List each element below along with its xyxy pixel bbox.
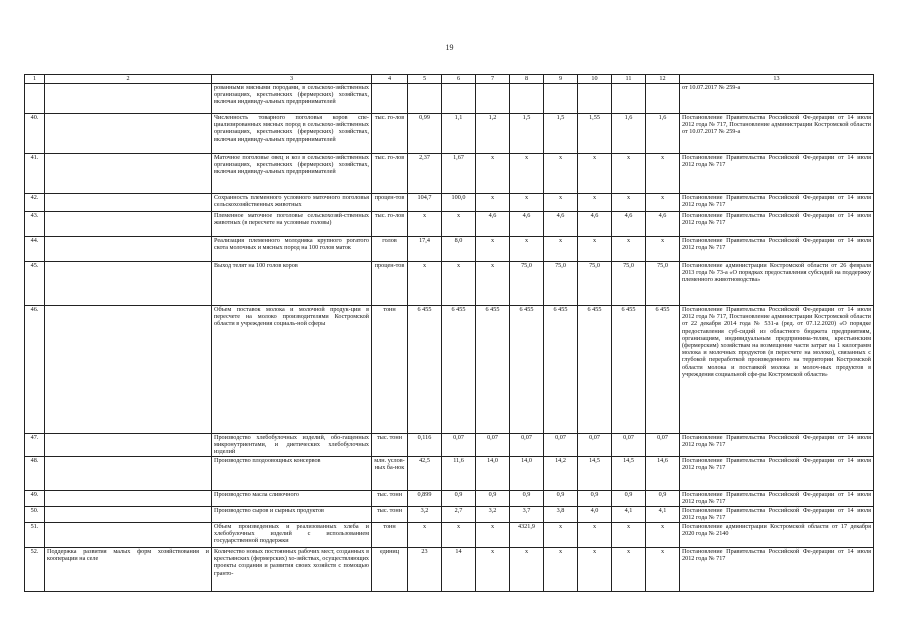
column-number: 2 bbox=[45, 75, 212, 84]
value-cell: 100,0 bbox=[442, 194, 476, 212]
basis-cell: Постановление Правительства Российской Фе-дерации от 14 июля 2012 года № 717 bbox=[680, 507, 874, 523]
value-cell: 0,07 bbox=[442, 434, 476, 457]
row-number-cell: 48. bbox=[25, 457, 45, 491]
value-cell: х bbox=[612, 523, 646, 548]
table-row bbox=[25, 84, 874, 114]
value-cell: х bbox=[510, 237, 544, 262]
value-cell: 0,9 bbox=[578, 491, 612, 507]
table-row bbox=[25, 491, 874, 507]
value-cell: 75,0 bbox=[612, 262, 646, 306]
value-cell: 1,5 bbox=[510, 114, 544, 154]
value-cell: х bbox=[476, 194, 510, 212]
value-cell bbox=[646, 84, 680, 114]
value-cell: 6 455 bbox=[544, 306, 578, 434]
indicator-name-cell: Реализация племенного молодняка крупного рогатого скота молочных и мясных пород на 100 голов маток bbox=[212, 237, 372, 262]
row-number-cell: 46. bbox=[25, 306, 45, 434]
value-cell: 4,6 bbox=[476, 212, 510, 237]
value-cell: 4,0 bbox=[578, 507, 612, 523]
program-cell bbox=[45, 434, 212, 457]
value-cell: х bbox=[612, 194, 646, 212]
program-cell bbox=[45, 523, 212, 548]
table-row bbox=[25, 548, 874, 592]
value-cell bbox=[442, 84, 476, 114]
basis-cell: Постановление администрации Костромской области от 26 февраля 2013 года № 73-а «О порядках предоставления субсидий на поддержку племенного животноводства» bbox=[680, 262, 874, 306]
value-cell: х bbox=[646, 194, 680, 212]
value-cell: 0,07 bbox=[510, 434, 544, 457]
value-cell bbox=[408, 84, 442, 114]
value-cell: 1,5 bbox=[544, 114, 578, 154]
indicator-name-cell: Сохранность племенного условного маточного поголовья сельскохозяйственных животных bbox=[212, 194, 372, 212]
value-cell: 1,6 bbox=[646, 114, 680, 154]
row-number-cell: 50. bbox=[25, 507, 45, 523]
value-cell: х bbox=[476, 154, 510, 194]
value-cell: х bbox=[578, 154, 612, 194]
unit-cell: голов bbox=[372, 237, 408, 262]
value-cell: х bbox=[544, 523, 578, 548]
unit-cell: тыс. тонн bbox=[372, 507, 408, 523]
value-cell: 0,9 bbox=[646, 491, 680, 507]
value-cell: 14,6 bbox=[646, 457, 680, 491]
table-header-row bbox=[25, 75, 874, 84]
value-cell: х bbox=[612, 237, 646, 262]
table-row bbox=[25, 523, 874, 548]
value-cell: х bbox=[578, 523, 612, 548]
value-cell: 1,67 bbox=[442, 154, 476, 194]
table-row bbox=[25, 434, 874, 457]
unit-cell: тыс. тонн bbox=[372, 491, 408, 507]
table-row bbox=[25, 507, 874, 523]
value-cell: х bbox=[476, 237, 510, 262]
program-cell bbox=[45, 237, 212, 262]
value-cell: 0,07 bbox=[578, 434, 612, 457]
value-cell: 1,6 bbox=[612, 114, 646, 154]
value-cell: х bbox=[544, 194, 578, 212]
value-cell: 0,9 bbox=[510, 491, 544, 507]
value-cell: 4,6 bbox=[544, 212, 578, 237]
indicator-name-cell: Производство масла сливочного bbox=[212, 491, 372, 507]
program-cell bbox=[45, 457, 212, 491]
table-row bbox=[25, 262, 874, 306]
value-cell: 6 455 bbox=[510, 306, 544, 434]
value-cell: 2,7 bbox=[442, 507, 476, 523]
value-cell: 14,2 bbox=[544, 457, 578, 491]
row-number-cell bbox=[25, 84, 45, 114]
column-number: 4 bbox=[372, 75, 408, 84]
basis-cell: Постановление Правительства Российской Фе-дерации от 14 июля 2012 года № 717 bbox=[680, 237, 874, 262]
value-cell: х bbox=[544, 237, 578, 262]
value-cell: 1,55 bbox=[578, 114, 612, 154]
column-number: 9 bbox=[544, 75, 578, 84]
value-cell: х bbox=[442, 212, 476, 237]
basis-cell: от 10.07.2017 № 259-а bbox=[680, 84, 874, 114]
value-cell: х bbox=[408, 523, 442, 548]
table-row bbox=[25, 237, 874, 262]
unit-cell: тыс. го-лов bbox=[372, 114, 408, 154]
table-row bbox=[25, 212, 874, 237]
column-number: 11 bbox=[612, 75, 646, 84]
program-cell bbox=[45, 491, 212, 507]
value-cell: 14,0 bbox=[476, 457, 510, 491]
unit-cell: единиц bbox=[372, 548, 408, 592]
value-cell: 1,1 bbox=[442, 114, 476, 154]
indicator-name-cell: Производство хлебобулочных изделий, обо-гащенных микронутриентами, и диетических хлебобулочных изделий bbox=[212, 434, 372, 457]
value-cell: 6 455 bbox=[442, 306, 476, 434]
value-cell: х bbox=[646, 154, 680, 194]
table-row bbox=[25, 457, 874, 491]
indicator-name-cell: Племенное маточное поголовье сельскохозяй-ственных животных (в пересчете на условные головы) bbox=[212, 212, 372, 237]
value-cell: х bbox=[476, 548, 510, 592]
value-cell: х bbox=[646, 548, 680, 592]
value-cell: 104,7 bbox=[408, 194, 442, 212]
row-number-cell: 52. bbox=[25, 548, 45, 592]
value-cell: 0,07 bbox=[544, 434, 578, 457]
row-number-cell: 49. bbox=[25, 491, 45, 507]
column-number: 5 bbox=[408, 75, 442, 84]
value-cell bbox=[476, 84, 510, 114]
value-cell: 6 455 bbox=[646, 306, 680, 434]
program-cell bbox=[45, 154, 212, 194]
unit-cell: процен-тов bbox=[372, 194, 408, 212]
value-cell: 75,0 bbox=[578, 262, 612, 306]
program-cell bbox=[45, 114, 212, 154]
indicator-name-cell: Выход телят на 100 голов коров bbox=[212, 262, 372, 306]
unit-cell: тыс. тонн bbox=[372, 434, 408, 457]
basis-cell: Постановление администрации Костромской области от 17 декабря 2020 года № 2140 bbox=[680, 523, 874, 548]
value-cell: 4,1 bbox=[612, 507, 646, 523]
basis-cell: Постановление Правительства Российской Фе-дерации от 14 июля 2012 года № 717 bbox=[680, 434, 874, 457]
value-cell: 0,07 bbox=[476, 434, 510, 457]
value-cell: 0,9 bbox=[612, 491, 646, 507]
program-cell bbox=[45, 262, 212, 306]
value-cell: х bbox=[408, 212, 442, 237]
table-row bbox=[25, 306, 874, 434]
basis-cell: Постановление Правительства Российской Фе-дерации от 14 июля 2012 года № 717, Постановление администрации Костромской области от 22 декабря 2014 года № 531-а (ред. от 07.12.2020) «О порядке предоставления суб-сидий из областного бюджета предприятиям, организациям, индивидуальным предпринима-телям, крестьянским (фермерским) хозяйствам на возмещение части затрат на 1 килограмм молока и молочных продуктов (в пересчете на молоко), связанных с глубокой переработкой произведенного на территории Костромской области молока и поставкой молока и молоч-ных продуктов в учреждения социальной сфе-ры Костромской области» bbox=[680, 306, 874, 434]
table-row bbox=[25, 194, 874, 212]
value-cell: 3,8 bbox=[544, 507, 578, 523]
column-number: 13 bbox=[680, 75, 874, 84]
basis-cell: Постановление Правительства Российской Фе-дерации от 14 июля 2012 года № 717 bbox=[680, 457, 874, 491]
value-cell: 75,0 bbox=[646, 262, 680, 306]
value-cell: 0,07 bbox=[646, 434, 680, 457]
indicators-table bbox=[24, 74, 874, 592]
column-number: 8 bbox=[510, 75, 544, 84]
column-number: 7 bbox=[476, 75, 510, 84]
unit-cell: млн. услов-ных ба-нок bbox=[372, 457, 408, 491]
value-cell: х bbox=[646, 237, 680, 262]
table-row bbox=[25, 154, 874, 194]
indicator-name-cell: Объем поставок молока и молочной продук-ции в пересчете на молоко производителями Костромской области в учреждения социаль-ной сферы bbox=[212, 306, 372, 434]
value-cell: 14 bbox=[442, 548, 476, 592]
value-cell: 0,07 bbox=[612, 434, 646, 457]
value-cell: 23 bbox=[408, 548, 442, 592]
indicator-name-cell: Количество новых постоянных рабочих мест, созданных в крестьянских (фермерских) хо-зяйствах, осуществляющих проекты создания и развития своих хозяйств с помощью гранто- bbox=[212, 548, 372, 592]
value-cell: 14,5 bbox=[578, 457, 612, 491]
unit-cell: процен-тов bbox=[372, 262, 408, 306]
row-number-cell: 47. bbox=[25, 434, 45, 457]
value-cell: 4,6 bbox=[646, 212, 680, 237]
value-cell: 3,2 bbox=[476, 507, 510, 523]
value-cell: 4321,9 bbox=[510, 523, 544, 548]
basis-cell: Постановление Правительства Российской Фе-дерации от 14 июля 2012 года № 717 bbox=[680, 194, 874, 212]
value-cell: 8,0 bbox=[442, 237, 476, 262]
table-row bbox=[25, 114, 874, 154]
page-number: 19 bbox=[445, 43, 454, 52]
value-cell: 6 455 bbox=[476, 306, 510, 434]
value-cell: х bbox=[408, 262, 442, 306]
row-number-cell: 45. bbox=[25, 262, 45, 306]
value-cell: 75,0 bbox=[510, 262, 544, 306]
value-cell: 42,5 bbox=[408, 457, 442, 491]
program-cell bbox=[45, 212, 212, 237]
value-cell: 6 455 bbox=[578, 306, 612, 434]
value-cell: х bbox=[510, 548, 544, 592]
row-number-cell: 51. bbox=[25, 523, 45, 548]
value-cell: х bbox=[442, 262, 476, 306]
indicator-name-cell: рованными мясными породами, в сельскохо-зяйственных организациях, крестьянских (фермерских) хозяйствах, включая индивиду-альных предпринимателей bbox=[212, 84, 372, 114]
value-cell bbox=[612, 84, 646, 114]
value-cell: 0,116 bbox=[408, 434, 442, 457]
basis-cell: Постановление Правительства Российской Фе-дерации от 14 июля 2012 года № 717 bbox=[680, 212, 874, 237]
unit-cell bbox=[372, 84, 408, 114]
value-cell: х bbox=[544, 548, 578, 592]
value-cell: 4,6 bbox=[578, 212, 612, 237]
program-cell bbox=[45, 84, 212, 114]
value-cell: 14,5 bbox=[612, 457, 646, 491]
value-cell: х bbox=[578, 194, 612, 212]
column-number: 10 bbox=[578, 75, 612, 84]
basis-cell: Постановление Правительства Российской Фе-дерации от 14 июля 2012 года № 717 bbox=[680, 154, 874, 194]
value-cell: 0,9 bbox=[442, 491, 476, 507]
value-cell: х bbox=[476, 523, 510, 548]
value-cell: 6 455 bbox=[408, 306, 442, 434]
unit-cell: тонн bbox=[372, 523, 408, 548]
value-cell: 14,0 bbox=[510, 457, 544, 491]
value-cell: 75,0 bbox=[544, 262, 578, 306]
value-cell bbox=[544, 84, 578, 114]
value-cell: 11,6 bbox=[442, 457, 476, 491]
value-cell: 4,6 bbox=[510, 212, 544, 237]
value-cell bbox=[510, 84, 544, 114]
row-number-cell: 44. bbox=[25, 237, 45, 262]
program-cell: Поддержка развития малых форм хозяйствования и кооперации на селе bbox=[45, 548, 212, 592]
value-cell: 1,2 bbox=[476, 114, 510, 154]
value-cell: х bbox=[612, 548, 646, 592]
value-cell: х bbox=[612, 154, 646, 194]
row-number-cell: 40. bbox=[25, 114, 45, 154]
value-cell: 3,2 bbox=[408, 507, 442, 523]
value-cell: х bbox=[544, 154, 578, 194]
indicator-name-cell: Численность товарного поголовья коров спе-циализированных мясных пород в сельскохо-зяйственных организациях, крестьянских (фермерских) хозяйствах, включая индивиду-альных предпринимателей bbox=[212, 114, 372, 154]
value-cell: 6 455 bbox=[612, 306, 646, 434]
basis-cell: Постановление Правительства Российской Фе-дерации от 14 июля 2012 года № 717, Постановление администрации Костромской области от 10.07.2017 № 259-а bbox=[680, 114, 874, 154]
program-cell bbox=[45, 306, 212, 434]
value-cell: 4,6 bbox=[612, 212, 646, 237]
value-cell: 0,99 bbox=[408, 114, 442, 154]
value-cell: х bbox=[476, 262, 510, 306]
column-number: 12 bbox=[646, 75, 680, 84]
indicator-name-cell: Объем произведенных и реализованных хлеба и хлебобулочных изделий с использованием государственной поддержки bbox=[212, 523, 372, 548]
unit-cell: тыс. го-лов bbox=[372, 154, 408, 194]
value-cell: 3,7 bbox=[510, 507, 544, 523]
value-cell: х bbox=[442, 523, 476, 548]
row-number-cell: 41. bbox=[25, 154, 45, 194]
indicator-name-cell: Производство сыров и сырных продуктов bbox=[212, 507, 372, 523]
row-number-cell: 43. bbox=[25, 212, 45, 237]
unit-cell: тыс. го-лов bbox=[372, 212, 408, 237]
indicator-name-cell: Маточное поголовье овец и коз в сельскохо-зяйственных организациях, крестьянских (фермерских) хозяйствах, включая индивиду-альных предпринимателей bbox=[212, 154, 372, 194]
value-cell: 4,1 bbox=[646, 507, 680, 523]
row-number-cell: 42. bbox=[25, 194, 45, 212]
basis-cell: Постановление Правительства Российской Фе-дерации от 14 июля 2012 года № 717 bbox=[680, 491, 874, 507]
column-number: 6 bbox=[442, 75, 476, 84]
basis-cell: Постановление Правительства Российской Фе-дерации от 14 июля 2012 года № 717 bbox=[680, 548, 874, 592]
column-number: 1 bbox=[25, 75, 45, 84]
value-cell: 17,4 bbox=[408, 237, 442, 262]
program-cell bbox=[45, 194, 212, 212]
value-cell: х bbox=[578, 548, 612, 592]
value-cell: х bbox=[646, 523, 680, 548]
column-number: 3 bbox=[212, 75, 372, 84]
value-cell: 0,9 bbox=[476, 491, 510, 507]
value-cell: х bbox=[578, 237, 612, 262]
value-cell bbox=[578, 84, 612, 114]
value-cell: х bbox=[510, 194, 544, 212]
value-cell: 0,9 bbox=[544, 491, 578, 507]
indicator-name-cell: Производство плодоовощных консервов bbox=[212, 457, 372, 491]
value-cell: 0,899 bbox=[408, 491, 442, 507]
value-cell: х bbox=[510, 154, 544, 194]
unit-cell: тонн bbox=[372, 306, 408, 434]
value-cell: 2,37 bbox=[408, 154, 442, 194]
program-cell bbox=[45, 507, 212, 523]
